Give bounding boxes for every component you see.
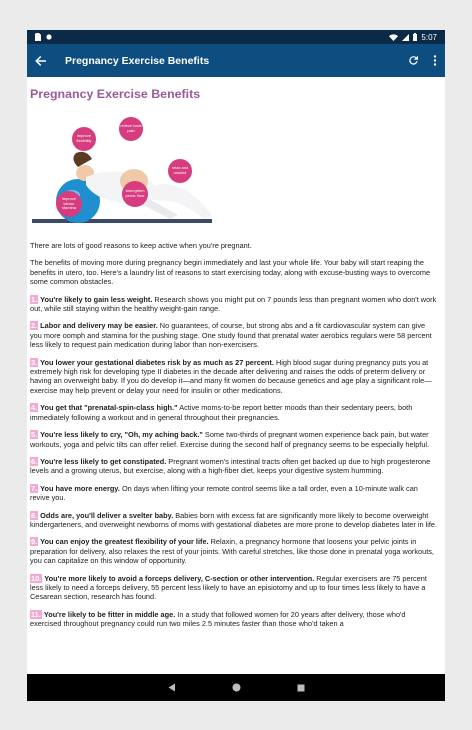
benefit-item [30, 321, 437, 349]
benefit-item [30, 430, 437, 449]
item-lead: Labor and delivery may be easier. [40, 321, 158, 331]
benefit-item [30, 358, 437, 396]
item-text: Active moms-to-be report better moods than their sedentary peers, both immediately following a workout and in general throughout their pregnancies. [30, 403, 413, 422]
item-number: 7. [31, 483, 38, 493]
benefit-item [30, 295, 437, 314]
benefit-item [30, 484, 437, 503]
item-number: 10. [31, 573, 42, 583]
item-number: 5. [31, 430, 38, 440]
nav-recents-icon[interactable] [297, 684, 305, 692]
item-text: Pregnant women's intestinal tracts often get backed up due to high progesterone levels and a growing uterus, but exercise, along with a high-fiber diet, keeps your digestive system humming. [30, 456, 431, 476]
system-nav-bar [27, 674, 445, 701]
refresh-icon[interactable] [408, 55, 419, 66]
item-lead: You're likely to gain less weight. [40, 294, 153, 304]
bubble-improve-labour-stamina: improve labour stamina [56, 191, 82, 217]
notification-dot-icon [46, 34, 52, 40]
app-window [27, 30, 445, 701]
item-text: Relaxin, a pregnancy hormone that loosens your pelvic joints in preparation for delivery, also relaxes the rest of your joints. With careful stretches, like those done in prenatal yoga workouts, you can capitalize on this window of opportunity. [30, 537, 434, 566]
battery-icon [413, 33, 417, 41]
item-number: 3. [31, 357, 38, 367]
benefit-item [30, 511, 437, 530]
article-heading: Pregnancy Exercise Benefits [30, 87, 201, 101]
item-number: 9. [31, 537, 38, 547]
app-bar-title: Pregnancy Exercise Benefits [65, 54, 210, 67]
item-number: 11. [31, 609, 41, 619]
benefit-item [30, 610, 437, 629]
back-arrow-icon[interactable] [35, 55, 47, 67]
item-text: Research shows you might put on 7 pounds less than pregnant women who don't work out, while still staying within the healthy weight-gain range. [30, 294, 437, 314]
item-text: No guarantees, of course, but strong abs and a fit cardiovascular system can give you more oomph and stamina for the pushing stage. One study found that prenatal water aerobics regulars were 58 percent less likely to request pain medication during labor than non-exercisers. [30, 321, 432, 350]
bubble-improve-flexibility: improve flexibility [72, 127, 96, 151]
benefit-item [30, 457, 437, 476]
item-number: 2. [31, 321, 38, 331]
item-lead: You're more likely to avoid a forceps delivery, C-section or other intervention. [44, 573, 315, 583]
item-text: Regular exercisers are 75 percent less likely to need a forceps delivery, 55 percent less likely to have an episiotomy and up to four times less likely to have a Cesarean section, research has found. [30, 573, 427, 602]
item-number: 1. [31, 294, 38, 304]
benefit-item [30, 403, 437, 422]
bubble-strengthen-pelvic-floor: strengthen pelvic floor [122, 181, 148, 207]
bubble-relieve-back-pain: relieve back pain [119, 117, 143, 141]
status-time: 5:07 [421, 32, 437, 42]
item-text: Babies born with excess fat are significantly more likely to become overweight kindergarteners, and overweight newborns of moms with gestational diabetes are more prone to develop diabetes later in life. [30, 510, 437, 529]
item-lead: You can enjoy the greatest flexibility of your life. [40, 537, 209, 547]
hero-illustration [30, 109, 215, 231]
nav-home-icon[interactable] [232, 683, 241, 692]
intro-paragraph: The benefits of moving more during pregnancy begin immediately and last your whole life. Your baby will start reaping the benefits in utero, too. Here's a laundry list of reasons to start exercising today, along with excuse-busting ways to overcome some common obstacles. [30, 258, 431, 287]
item-number: 6. [31, 456, 38, 466]
item-lead: You're likely to be fitter in middle age. [43, 609, 176, 619]
article-content[interactable] [27, 77, 445, 674]
item-text: Some two-thirds of pregnant women experience back pain, but water workouts, yoga and pelvic tilts can offer relief. Exercise during the second half of pregnancy seems to be especially helpful. [30, 430, 430, 449]
item-lead: You get that "prenatal-spin-class high." [40, 403, 178, 413]
item-text: On days when lifting your remote control seems like a tall order, even a 10-minute walk can revive you. [30, 483, 418, 503]
app-bar [27, 44, 445, 77]
item-lead: Odds are, you'll deliver a svelter baby. [40, 510, 174, 520]
intro-paragraph: There are lots of good reasons to keep active when you're pregnant. [30, 241, 252, 250]
nav-back-icon[interactable] [168, 683, 176, 692]
item-lead: You're less likely to cry, "Oh, my aching back." [40, 430, 203, 440]
item-lead: You lower your gestational diabetes risk by as much as 27 percent. [40, 357, 274, 367]
benefit-item [30, 537, 437, 565]
bubble-relax-and-unwind: relax and unwind [168, 159, 192, 183]
item-text: High blood sugar during pregnancy puts you at extremely high risk for developing type II diabetes in the decade after delivering and raises the odds of preterm delivery or having an overweight baby. If you do develop it—and many fit women do because genetics and age play a significant role—exercise may help prevent or delay your need for insulin or other medications. [30, 357, 432, 395]
status-bar [27, 30, 445, 44]
item-number: 4. [31, 403, 38, 413]
item-lead: You have more energy. [40, 483, 120, 493]
wifi-icon [389, 34, 398, 41]
benefit-item [30, 574, 437, 602]
item-lead: You're less likely to get constipated. [40, 456, 167, 466]
signal-icon [402, 34, 409, 41]
item-number: 8. [31, 510, 38, 520]
sim-card-icon [35, 33, 41, 41]
item-text: In a study that followed women for 20 years after delivery, those who'd exercised throughout pregnancy could run two miles 2.5 minutes faster than those who'd taken a [30, 609, 406, 629]
more-vert-icon[interactable] [433, 55, 437, 66]
